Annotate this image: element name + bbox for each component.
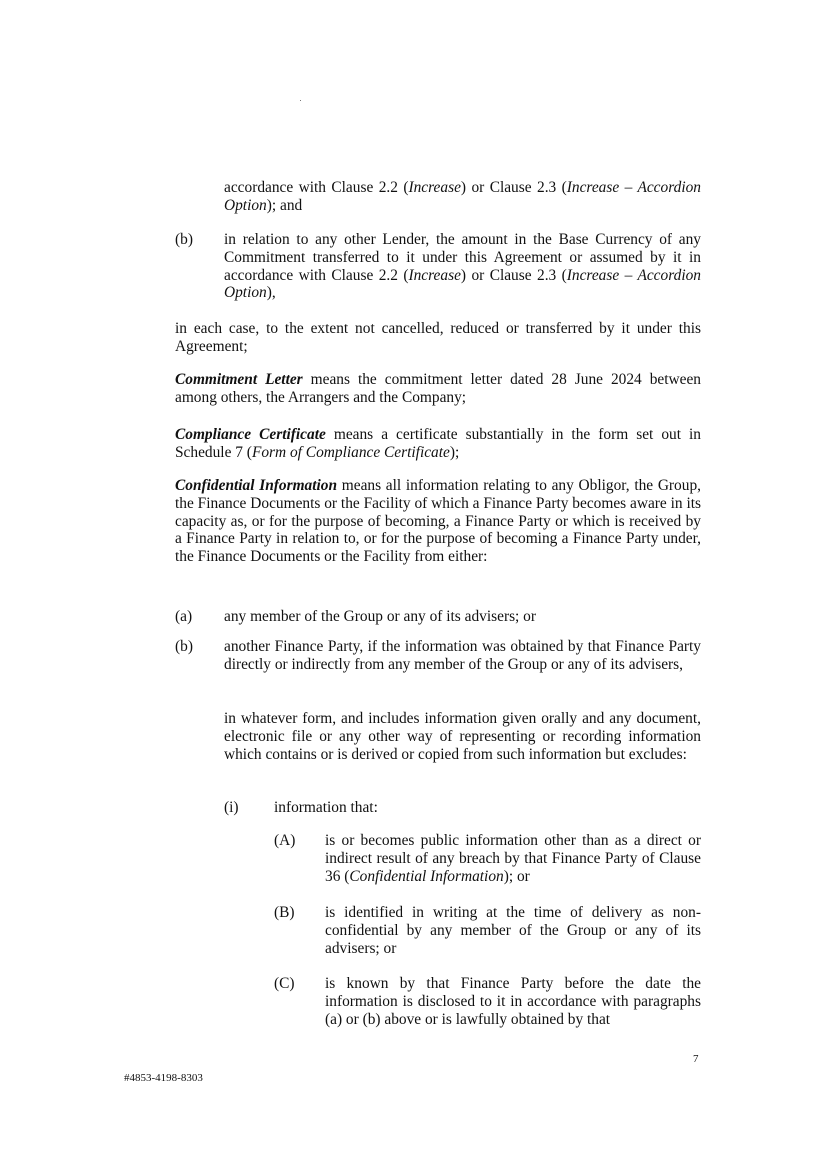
item-number: (b) [175, 231, 193, 248]
item-number: (i) [224, 799, 239, 816]
continued-paragraph-a: accordance with Clause 2.2 (Increase) or Clause 2.3 (Increase – Accordion Option); and [224, 179, 701, 214]
in-each-case-paragraph: in each case, to the extent not cancelled, reduced or transferred by it under this Agreement; [175, 320, 701, 355]
item-number: (B) [274, 904, 295, 921]
confidential-item-i: information that: [274, 799, 378, 816]
confidential-item-a: any member of the Group or any of its advisers; or [224, 608, 537, 625]
confidential-item-C: is known by that Finance Party before the date the information is disclosed to it in accordance with paragraphs (a) or (b) above or is lawfully obtained by that [325, 975, 701, 1028]
confidential-item-B: is identified in writing at the time of delivery as non-confidential by any member of the Group or any of its advisers; or [325, 904, 701, 957]
whatever-form-paragraph: in whatever form, and includes information given orally and any document, electronic file or any other way of representing or recording information which contains or is derived or copied from such information but excludes: [224, 710, 701, 763]
commitment-letter-definition: Commitment Letter means the commitment letter dated 28 June 2024 between among others, the Arrangers and the Company; [175, 371, 702, 406]
item-number: (a) [175, 608, 193, 625]
commitment-paragraph-b: in relation to any other Lender, the amount in the Base Currency of any Commitment transferred to it under this Agreement or assumed by it in accordance with Clause 2.2 (Increase) or Clause 2.3 (Increase – Accordion Option), [224, 231, 701, 302]
page-number: 7 [693, 1053, 699, 1065]
confidential-item-b: another Finance Party, if the information was obtained by that Finance Party directly or indirectly from any member of the Group or any of its advisers, [224, 638, 701, 673]
item-number: (A) [274, 832, 296, 849]
item-number: (C) [274, 975, 295, 992]
confidential-item-A: is or becomes public information other than as a direct or indirect result of any breach by that Finance Party of Clause 36 (Confidential Information); or [325, 832, 701, 885]
document-id: #4853-4198-8303 [124, 1072, 203, 1084]
item-number: (b) [175, 638, 193, 655]
confidential-information-definition: Confidential Information means all information relating to any Obligor, the Group, the Finance Documents or the Facility of which a Finance Party becomes aware in its capacity as, or for the purpose of becoming, a Finance Party or which is received by a Finance Party in relation to, or for the purpose of becoming a Finance Party under, the Finance Documents or the Facility from either: [175, 477, 701, 566]
compliance-certificate-definition: Compliance Certificate means a certificate substantially in the form set out in Schedule 7 (Form of Compliance Certificate); [175, 426, 701, 461]
stray-mark [300, 100, 301, 101]
